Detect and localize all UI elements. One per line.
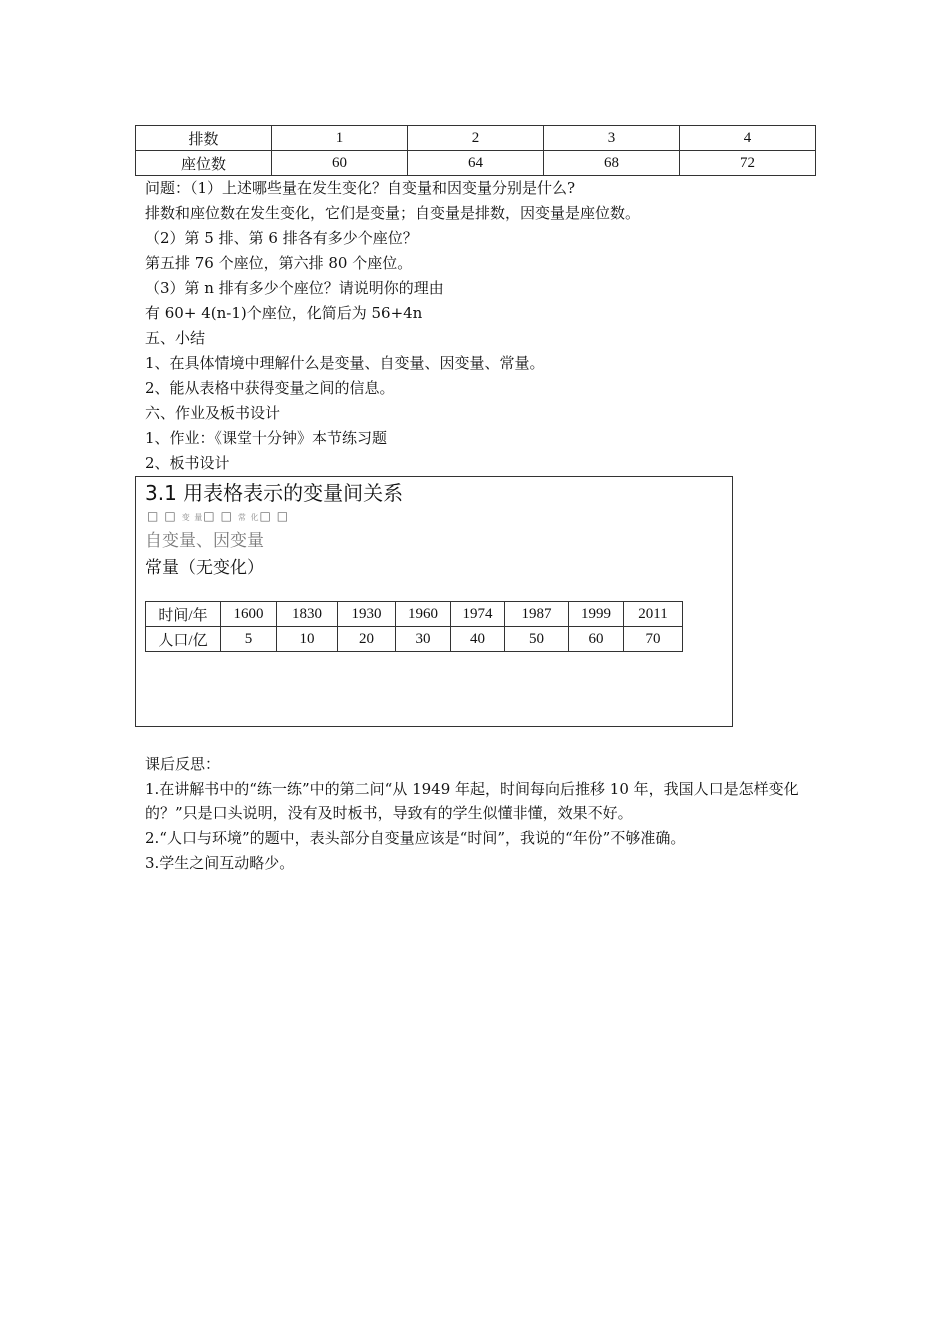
reflection-heading: 课后反思：	[145, 755, 221, 773]
board-design-box	[135, 476, 733, 727]
text-line: 排数和座位数在发生变化，它们是变量；自变量是排数，因变量是座位数。	[145, 204, 641, 222]
table-cell: 人口/亿	[146, 627, 221, 652]
text-line: （3）第 n 排有多少个座位？请说明你的理由	[145, 279, 444, 297]
table-cell: 1960	[396, 602, 451, 627]
table-cell: 30	[396, 627, 451, 652]
table-cell: 40	[451, 627, 505, 652]
table-cell: 64	[408, 151, 544, 176]
text-line: 2、板书设计	[145, 454, 230, 472]
reflection-item: 3.学生之间互动略少。	[145, 854, 295, 872]
text-line: 有 60+ 4(n-1)个座位，化简后为 56+4n	[145, 304, 423, 322]
table-row	[146, 602, 683, 627]
table-cell: 50	[505, 627, 569, 652]
text-line: （2）第 5 排、第 6 排各有多少个座位？	[145, 229, 418, 247]
table-cell: 1830	[277, 602, 338, 627]
board-title: 3.1 用表格表示的变量间关系	[145, 481, 404, 505]
table-cell: 10	[277, 627, 338, 652]
table-cell: 1974	[451, 602, 505, 627]
seat-table	[135, 125, 816, 176]
reflection-item: 2.“人口与环境”的题中，表头部分自变量应该是“时间”，我说的“年份”不够准确。	[145, 829, 686, 847]
table-cell: 1930	[338, 602, 396, 627]
text-line: 1、作业：《课堂十分钟》本节练习题	[145, 429, 388, 447]
table-cell: 5	[221, 627, 277, 652]
table-cell: 60	[569, 627, 624, 652]
reflection-item: 1.在讲解书中的“练一练”中的第二问“从 1949 年起，时间每向后推移 10 年，我国人口是怎样变化的？”只是口头说明，没有及时板书，导致有的学生似懂非懂，效果不好。	[145, 780, 799, 822]
table-cell: 时间/年	[146, 602, 221, 627]
table-cell: 3	[544, 126, 680, 151]
text-line: 2、能从表格中获得变量之间的信息。	[145, 379, 395, 397]
table-cell: 68	[544, 151, 680, 176]
table-cell: 72	[680, 151, 816, 176]
section-heading: 六、作业及板书设计	[145, 404, 281, 422]
table-cell: 1987	[505, 602, 569, 627]
table-cell: 2011	[624, 602, 683, 627]
table-cell: 1999	[569, 602, 624, 627]
table-row	[136, 126, 816, 151]
table-cell: 1600	[221, 602, 277, 627]
text-line: 问题：（1）上述哪些量在发生变化？自变量和因变量分别是什么?	[145, 179, 576, 197]
board-line: 自变量、因变量	[145, 531, 264, 551]
text-line: 第五排 76 个座位，第六排 80 个座位。	[145, 254, 413, 272]
table-cell: 60	[272, 151, 408, 176]
population-table	[145, 601, 683, 652]
section-heading: 五、小结	[145, 329, 206, 347]
table-cell: 1	[272, 126, 408, 151]
table-cell: 座位数	[136, 151, 272, 176]
board-line: 常量（无变化）	[145, 558, 264, 578]
table-cell: 70	[624, 627, 683, 652]
table-row	[136, 151, 816, 176]
table-cell: 2	[408, 126, 544, 151]
text-line: 1、在具体情境中理解什么是变量、自变量、因变量、常量。	[145, 354, 545, 372]
table-cell: 4	[680, 126, 816, 151]
table-cell: 排数	[136, 126, 272, 151]
table-row	[146, 627, 683, 652]
garbled-glyphs: □□变 量□□常 化□□	[147, 509, 295, 523]
table-cell: 20	[338, 627, 396, 652]
